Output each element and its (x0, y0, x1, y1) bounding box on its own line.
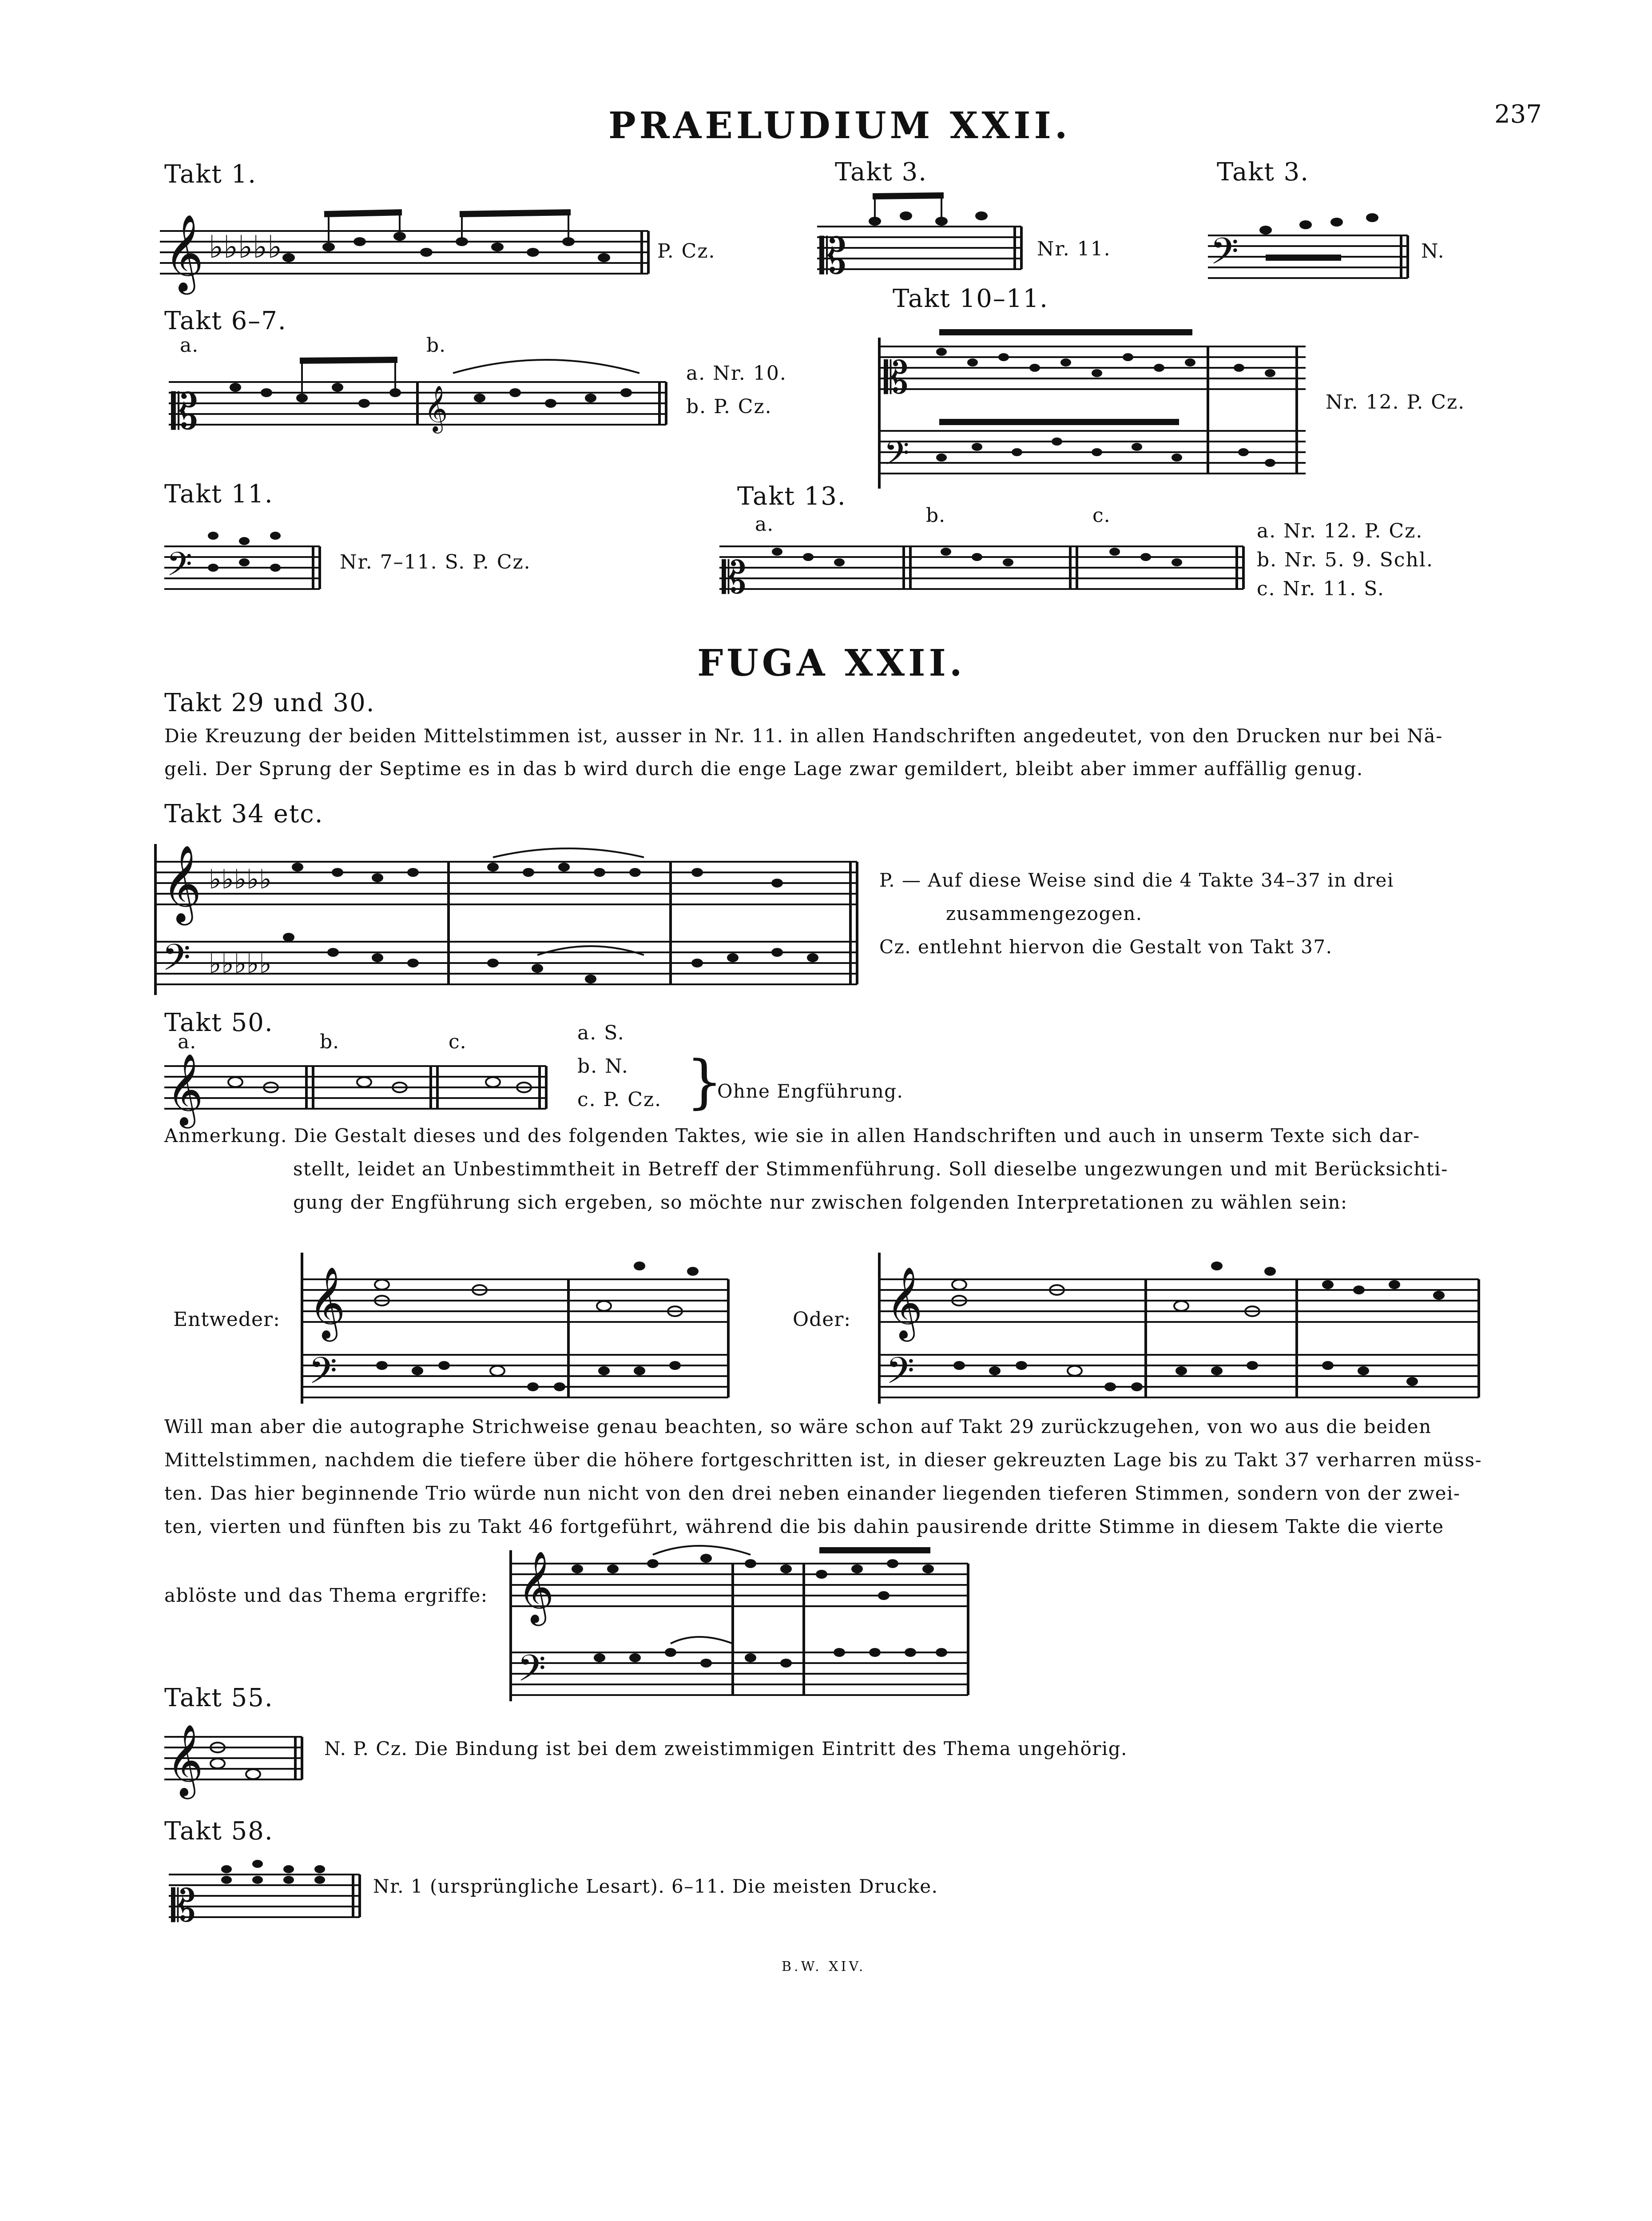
source-label: c. P. Cz. (577, 1088, 662, 1111)
paragraph-line: Cz. entlehnt hiervon die Gestalt von Takt 37. (879, 936, 1333, 958)
variant-label: b. (926, 504, 946, 527)
alto-clef-icon: 𝄡 (171, 383, 199, 440)
variant-label: a. (178, 1031, 197, 1053)
variant-label: a. (755, 513, 774, 536)
bass-clef-icon: 𝄢 (517, 1647, 546, 1699)
flat-signs-icon: ♭♭♭♭♭ (209, 948, 272, 979)
source-label: a. Nr. 12. P. Cz. (1257, 520, 1423, 542)
fuga-title: FUGA XXII. (697, 642, 966, 685)
music-staff-system (870, 1235, 1492, 1421)
source-label: a. S. (577, 1022, 625, 1044)
music-staff-system (293, 1235, 737, 1421)
bass-clef-icon: 𝄢 (886, 1349, 915, 1401)
option-label: Oder: (793, 1308, 851, 1331)
bass-clef-icon: 𝄢 (884, 434, 909, 481)
takt-label: Takt 50. (164, 1008, 274, 1037)
variant-label: b. (426, 334, 446, 357)
alto-clef-icon: 𝄡 (884, 352, 909, 404)
takt-label: Takt 55. (164, 1684, 274, 1712)
source-label: Nr. 11. (1037, 238, 1111, 260)
alto-clef-icon: 𝄡 (722, 552, 747, 604)
source-label: P. Cz. (657, 240, 716, 263)
bass-clef-icon: 𝄢 (162, 936, 191, 988)
brace-icon: } (686, 1048, 723, 1115)
treble-clef-icon: 𝄞 (162, 845, 202, 922)
paragraph-line: gung der Engführung sich ergeben, so möchte nur zwischen folgenden Interpretationen zu wählen sein: (293, 1191, 1348, 1213)
paragraph-line: geli. Der Sprung der Septime es in das b wird durch die enge Lage zwar gemildert, bleibt aber immer auffällig genug. (164, 758, 1363, 780)
music-staff (817, 182, 1030, 289)
takt-label: Takt 13. (737, 482, 846, 511)
paragraph-line: ten. Das hier beginnende Trio würde nun nicht von den drei neben einander liegenden tieferen Stimmen, sondern von der zwei- (164, 1482, 1461, 1504)
praeludium-title: PRAELUDIUM XXII. (608, 104, 1071, 147)
takt-label: Takt 34 etc. (164, 800, 324, 828)
music-staff (160, 195, 666, 311)
treble-clef-icon: 𝄞 (886, 1266, 923, 1339)
treble-clef-icon: 𝄞 (164, 214, 204, 291)
footer-mark: B.W. XIV. (782, 1959, 866, 1974)
music-staff (164, 1715, 315, 1803)
music-staff-system (147, 826, 875, 1013)
bass-clef-icon: 𝄢 (167, 545, 192, 592)
bass-clef-icon: 𝄢 (1210, 230, 1239, 282)
variant-label: c. (1092, 504, 1111, 527)
takt-label: Takt 58. (164, 1817, 274, 1846)
source-label: b. N. (577, 1055, 629, 1078)
option-label: Entweder: (173, 1308, 280, 1331)
takt-label: Takt 3. (835, 158, 928, 187)
variant-label: c. (449, 1031, 467, 1053)
paragraph-line: N. P. Cz. Die Bindung ist bei dem zweistimmigen Eintritt des Thema ungehörig. (324, 1738, 1128, 1759)
takt-label: Takt 6–7. (164, 306, 287, 335)
takt-label: Takt 29 und 30. (164, 689, 375, 717)
paragraph-line: zusammengezogen. (946, 903, 1143, 924)
treble-clef-icon: 𝄞 (167, 1724, 203, 1796)
page-number: 237 (1494, 100, 1542, 129)
paragraph-line: stellt, leidet an Unbestimmtheit in Betreff der Stimmenführung. Soll dieselbe ungezwungen und mit Berücksichti- (293, 1158, 1448, 1180)
bass-clef-icon: 𝄢 (309, 1349, 338, 1401)
note-group (282, 212, 610, 262)
music-staff-system (502, 1532, 981, 1719)
source-label: a. Nr. 10. (686, 362, 787, 385)
paragraph-line: ten, vierten und fünften bis zu Takt 46 fortgeführt, während die bis dahin pausirende dritte Stimme in diesem Takte die vierte (164, 1516, 1444, 1537)
takt-label: Takt 11. (164, 480, 274, 509)
music-staff (719, 524, 1252, 613)
variant-label: b. (320, 1031, 340, 1053)
takt-label: Takt 10–11. (893, 284, 1048, 313)
source-label: Nr. 7–11. S. P. Cz. (340, 551, 531, 573)
paragraph-line: Ohne Engführung. (717, 1080, 904, 1102)
music-staff (169, 346, 684, 453)
paragraph-line: ablöste und das Thema ergriffe: (164, 1584, 488, 1606)
treble-clef-icon: 𝄞 (424, 385, 448, 432)
takt-label: Takt 1. (164, 160, 257, 189)
source-label: c. Nr. 11. S. (1257, 577, 1385, 600)
paragraph-line: Anmerkung. Die Gestalt dieses und des folgenden Taktes, wie sie in allen Handschriften und auch in unserm Texte sich dar- (164, 1125, 1420, 1146)
takt-label: Takt 3. (1217, 158, 1310, 187)
treble-clef-icon: 𝄞 (167, 1053, 203, 1126)
music-staff (1208, 187, 1421, 284)
paragraph-line: Nr. 1 (ursprüngliche Lesart). 6–11. Die meisten Drucke. (373, 1875, 938, 1897)
treble-clef-icon: 𝄞 (309, 1266, 345, 1339)
music-staff (164, 506, 333, 595)
paragraph-line: Mittelstimmen, nachdem die tiefere über die höhere fortgeschritten ist, in dieser gekreuzten Lage bis zu Takt 37 verharren müss- (164, 1449, 1482, 1471)
music-staff (870, 320, 1314, 515)
source-label: N. (1421, 240, 1445, 263)
alto-clef-icon: 𝄡 (171, 1880, 196, 1932)
alto-clef-icon: 𝄡 (819, 228, 847, 285)
source-label: Nr. 12. P. Cz. (1326, 391, 1465, 414)
source-label: b. P. Cz. (686, 395, 772, 418)
treble-clef-icon: 𝄞 (517, 1551, 554, 1623)
flat-signs-icon: ♭♭♭♭♭ (209, 229, 282, 265)
source-label: b. Nr. 5. 9. Schl. (1257, 549, 1434, 571)
paragraph-line: Die Kreuzung der beiden Mittelstimmen ist, ausser in Nr. 11. in allen Handschriften angedeutet, von den Drucken nur bei Nä- (164, 725, 1443, 747)
paragraph-line: Will man aber die autographe Strichweise genau beachten, so wäre schon auf Takt 29 zurückzugehen, von wo aus die beiden (164, 1416, 1432, 1437)
variant-label: a. (180, 334, 199, 357)
paragraph-line: P. — Auf diese Weise sind die 4 Takte 34–37 in drei (879, 869, 1394, 891)
flat-signs-icon: ♭♭♭♭♭ (209, 864, 272, 895)
music-staff (169, 1843, 373, 1932)
